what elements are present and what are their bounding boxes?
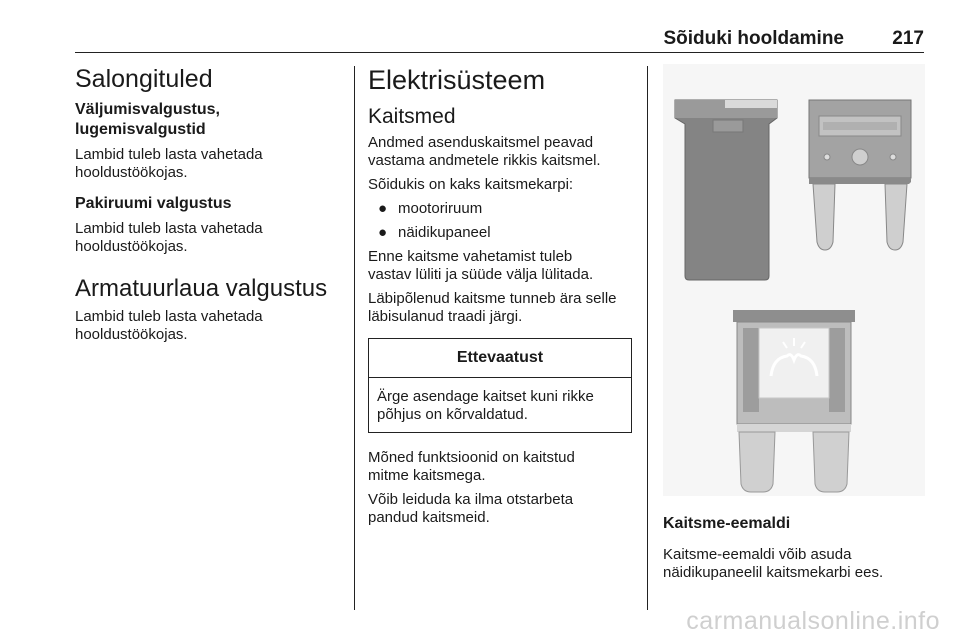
text-line: hooldustöökojas. <box>75 238 188 255</box>
text-line: Lambid tuleb lasta vahetada <box>75 220 263 237</box>
text-line: läbisulanud traadi järgi. <box>368 308 523 325</box>
column-interior-lights <box>75 64 345 344</box>
list-item <box>368 224 636 242</box>
text-line: vastav lüliti ja süüde välja lülitada. <box>368 266 594 283</box>
caution-box <box>368 338 632 433</box>
heading-dashboard-lighting: Armatuurlaua valgustus <box>75 275 328 302</box>
text-line: pandud kaitsmeid. <box>368 509 490 526</box>
caution-title: Ettevaatust <box>369 339 631 378</box>
text-line: mitme kaitsmega. <box>368 467 486 484</box>
paragraph <box>75 220 345 256</box>
subheading-trunk-lighting: Pakiruumi valgustus <box>75 195 232 212</box>
text-line: Lambid tuleb lasta vahetada <box>75 308 263 325</box>
subheading-line: lugemisvalgustid <box>75 121 206 138</box>
paragraph <box>368 290 636 326</box>
heading-interior-lights: Salongituled <box>75 65 213 93</box>
text-line: Andmed asenduskaitsmel peavad <box>368 134 594 151</box>
page-header <box>75 22 924 53</box>
list-item-text: näidikupaneel <box>398 224 491 241</box>
subheading-line: Väljumisvalgustus, <box>75 101 220 118</box>
fuse-box-list <box>368 200 636 242</box>
paragraph <box>75 308 345 344</box>
fuse-remover-section <box>663 514 925 582</box>
text-line: Läbipõlenud kaitsme tunneb ära selle <box>368 290 617 307</box>
paragraph: Sõidukis on kaks kaitsmekarpi: <box>368 176 574 193</box>
bullet-icon: ● <box>378 200 388 217</box>
text-line: Kaitsme-eemaldi võib asuda <box>663 546 852 563</box>
paragraph <box>368 248 636 284</box>
caution-body <box>369 378 631 432</box>
subheading-fuse-remover: Kaitsme-eemaldi <box>663 515 791 532</box>
paragraph <box>75 146 345 182</box>
text-line: põhjus on kõrvaldatud. <box>377 406 528 423</box>
subheading-exit-reading-lights <box>75 100 345 140</box>
fuse-illustration <box>663 64 925 496</box>
text-line: Enne kaitsme vahetamist tuleb <box>368 248 573 265</box>
text-line: hooldustöökojas. <box>75 326 188 343</box>
text-line: hooldustöökojas. <box>75 164 188 181</box>
column-electrical-system <box>368 64 636 527</box>
column-divider <box>354 66 355 610</box>
text-line: vastama andmetele rikkis kaitsmel. <box>368 152 601 169</box>
text-line: Mõned funktsioonid on kaitstud <box>368 449 575 466</box>
heading-fuses: Kaitsmed <box>368 105 456 128</box>
text-line: Ärge asendage kaitset kuni rikke <box>377 388 594 405</box>
text-line: Lambid tuleb lasta vahetada <box>75 146 263 163</box>
list-item <box>368 200 636 218</box>
heading-electrical-system: Elektrisüsteem <box>368 65 546 95</box>
list-item-text: mootoriruum <box>398 200 483 217</box>
section-title: Sõiduki hooldamine <box>663 28 844 49</box>
fuse-side-view <box>675 100 777 280</box>
text-line: Võib leiduda ka ilma otstarbeta <box>368 491 574 508</box>
page-number: 217 <box>892 28 924 49</box>
text-line: näidikupaneelil kaitsmekarbi ees. <box>663 564 884 581</box>
paragraph <box>368 134 636 170</box>
bullet-icon: ● <box>378 224 388 241</box>
column-divider <box>647 66 648 610</box>
paragraph <box>368 449 636 485</box>
column-fuse-figure <box>663 64 925 624</box>
paragraph <box>663 546 925 582</box>
paragraph <box>368 491 636 527</box>
watermark-text: carmanualsonline.info <box>686 607 940 635</box>
